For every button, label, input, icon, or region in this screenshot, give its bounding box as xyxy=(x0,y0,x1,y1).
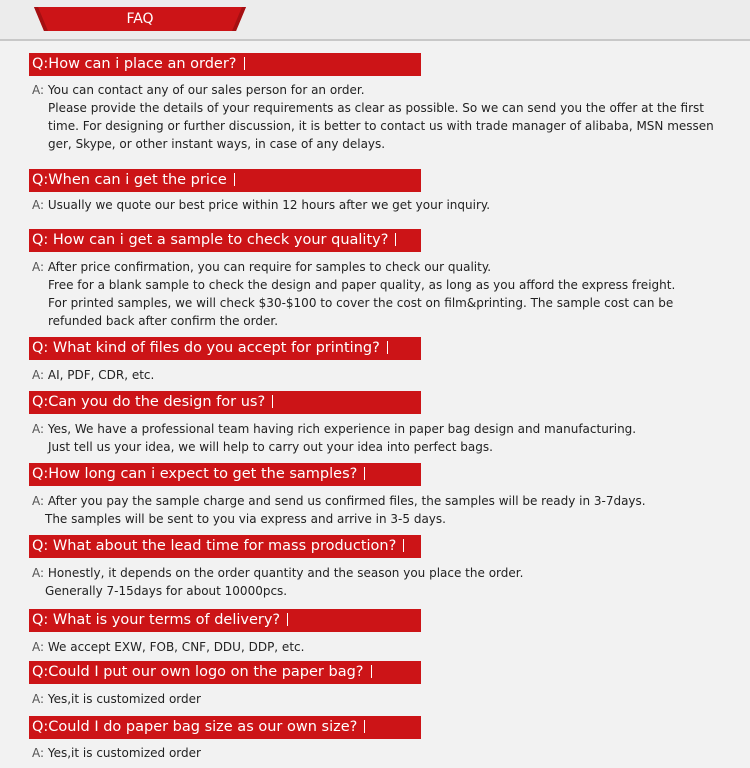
answer-line: Yes, We have a professional team having rich experience in paper bag design and manufacturing. xyxy=(47,422,637,436)
divider-bar xyxy=(403,539,404,552)
divider-bar xyxy=(287,613,288,626)
answer-line: AI, PDF, CDR, etc. xyxy=(47,368,155,382)
question-text: Q:How can i place an order? xyxy=(32,56,237,72)
answer-line: Please provide the details of your requirements as clear as possible. So we can send you the offer at the first xyxy=(48,101,705,115)
answer-line: Free for a blank sample to check the design and paper quality, as long as you afford the express freight. xyxy=(48,278,676,292)
answer-line: Honestly, it depends on the order quantity and the season you place the order. xyxy=(47,566,524,580)
question-text: Q:When can i get the price xyxy=(32,172,227,188)
faq-answer xyxy=(32,258,712,330)
answer-line: refunded back after confirm the order. xyxy=(48,314,279,328)
divider-bar xyxy=(244,57,245,70)
faq-question xyxy=(29,169,421,192)
question-text: Q:Can you do the design for us? xyxy=(32,394,266,410)
answer-line: time. For designing or further discussion, it is better to contact us with trade manager of alibaba, MSN messen xyxy=(48,119,714,133)
faq-title: FAQ xyxy=(126,11,154,27)
answer-line: After you pay the sample charge and send us confirmed files, the samples will be ready in 3-7days. xyxy=(47,494,646,508)
header-divider xyxy=(0,39,750,41)
answer-line: Usually we quote our best price within 12 hours after we get your inquiry. xyxy=(47,198,491,212)
divider-bar xyxy=(272,395,273,408)
answer-line: For printed samples, we will check $30-$100 to cover the cost on film&printing. The sample cost can be xyxy=(48,296,674,310)
faq-answer xyxy=(32,420,712,456)
faq-answer xyxy=(32,744,712,762)
answer-line: You can contact any of our sales person for an order. xyxy=(47,83,365,97)
faq-question xyxy=(29,229,421,252)
faq-answer xyxy=(32,564,712,600)
answer-line: Yes,it is customized order xyxy=(47,692,201,706)
question-text: Q:How long can i expect to get the samples? xyxy=(32,466,358,482)
answer-line: Yes,it is customized order xyxy=(47,746,201,760)
answer-label: A: xyxy=(32,422,45,436)
divider-bar xyxy=(364,720,365,733)
faq-answer xyxy=(32,196,712,214)
answer-label: A: xyxy=(32,494,45,508)
faq-question xyxy=(29,535,421,558)
divider-bar xyxy=(234,173,235,186)
answer-label: A: xyxy=(32,198,45,212)
answer-line: Just tell us your idea, we will help to carry out your idea into perfect bags. xyxy=(48,440,493,454)
answer-line: ger, Skype, or other instant ways, in case of any delays. xyxy=(48,137,386,151)
answer-label: A: xyxy=(32,692,45,706)
faq-question xyxy=(29,609,421,632)
answer-line: Generally 7-15days for about 10000pcs. xyxy=(45,584,288,598)
answer-label: A: xyxy=(32,566,45,580)
answer-line: After price confirmation, you can require for samples to check our quality. xyxy=(47,260,492,274)
faq-answer xyxy=(32,366,712,384)
answer-label: A: xyxy=(32,640,45,654)
question-text: Q: How can i get a sample to check your quality? xyxy=(32,232,389,248)
faq-question xyxy=(29,391,421,414)
faq-question xyxy=(29,463,421,486)
divider-bar xyxy=(387,341,388,354)
answer-label: A: xyxy=(32,260,45,274)
divider-bar xyxy=(364,467,365,480)
faq-answer xyxy=(32,690,712,708)
faq-answer xyxy=(32,81,712,153)
faq-question xyxy=(29,337,421,360)
question-text: Q:Could I put our own logo on the paper bag? xyxy=(32,664,364,680)
divider-bar xyxy=(371,665,372,678)
faq-answer xyxy=(32,492,712,528)
question-text: Q: What is your terms of delivery? xyxy=(32,612,281,628)
question-text: Q: What about the lead time for mass production? xyxy=(32,538,397,554)
faq-question xyxy=(29,716,421,739)
faq-question xyxy=(29,53,421,76)
answer-line: We accept EXW, FOB, CNF, DDU, DDP, etc. xyxy=(47,640,305,654)
answer-label: A: xyxy=(32,83,45,97)
faq-question xyxy=(29,661,421,684)
faq-ribbon xyxy=(34,6,246,32)
divider-bar xyxy=(395,233,396,246)
question-text: Q: What kind of files do you accept for printing? xyxy=(32,340,380,356)
faq-answer xyxy=(32,638,712,656)
answer-line: The samples will be sent to you via express and arrive in 3-5 days. xyxy=(45,512,446,526)
answer-label: A: xyxy=(32,368,45,382)
answer-label: A: xyxy=(32,746,45,760)
question-text: Q:Could I do paper bag size as our own size? xyxy=(32,719,358,735)
